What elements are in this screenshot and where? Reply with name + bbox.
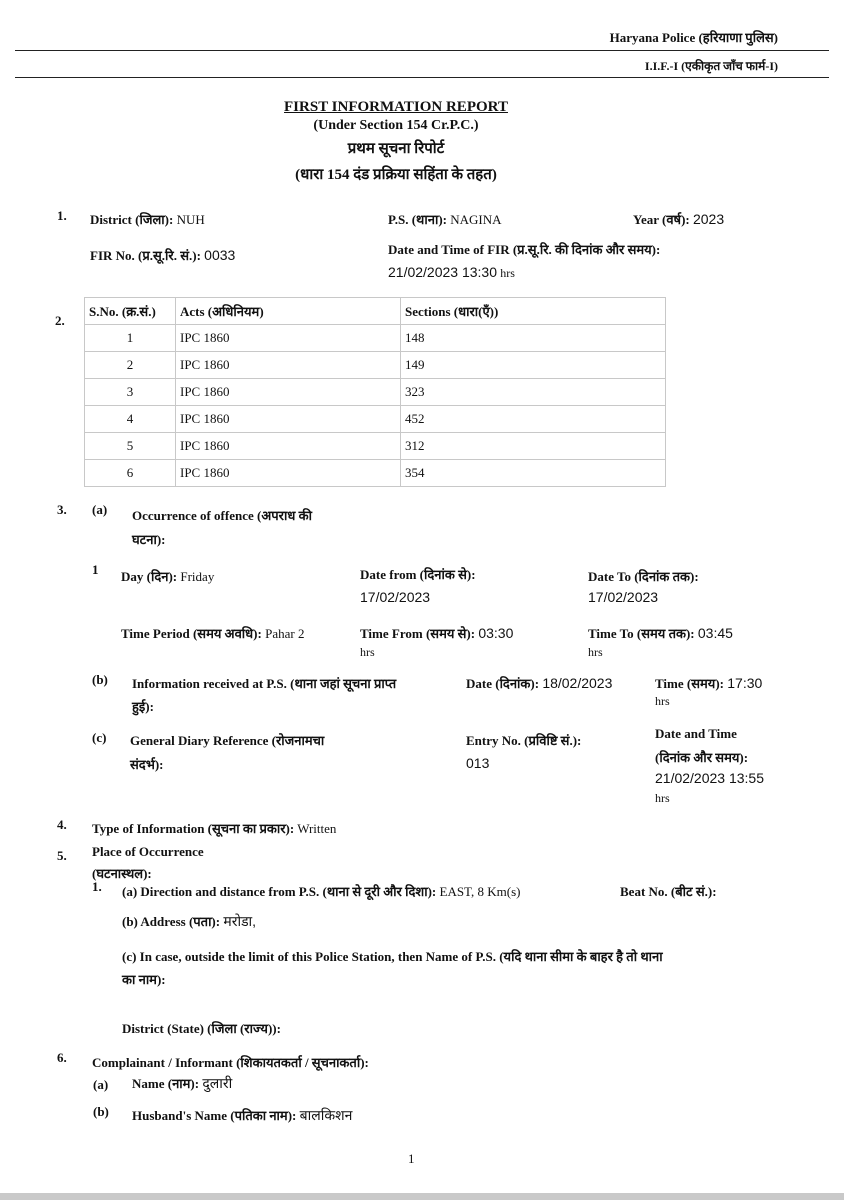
place-label: Place of Occurrence	[92, 844, 204, 859]
district-field	[90, 210, 205, 228]
sub-number: 1	[92, 562, 99, 577]
ps-label: P.S. (थाना):	[388, 212, 447, 227]
cell-act: IPC 1860	[176, 433, 401, 460]
fir-label: FIR No. (प्र.सू.रि. सं.):	[90, 248, 201, 263]
cell-section: 149	[401, 352, 666, 379]
fir-field	[90, 246, 235, 264]
table-row	[85, 433, 666, 460]
address-value: मरोडा,	[223, 913, 257, 929]
year-label: Year (वर्ष):	[633, 212, 690, 227]
cell-sno: 5	[85, 433, 176, 460]
time-to-field	[588, 624, 733, 642]
hrs-unit: hrs	[360, 645, 375, 659]
table-header-row	[85, 298, 666, 325]
section-number: 5.	[57, 848, 67, 863]
direction-value: EAST, 8 Km(s)	[439, 884, 521, 899]
day-label: Day (दिन):	[121, 569, 178, 584]
table-row	[85, 352, 666, 379]
outside-ps-label: (c) In case, outside the limit of this Police Station, then Name of P.S. (यदि थाना सीमा के बाहर है तो थाना	[122, 949, 663, 964]
report-subtitle: (Under Section 154 Cr.P.C.)	[313, 118, 479, 133]
cell-sno: 3	[85, 379, 176, 406]
address-field	[122, 912, 256, 931]
ps-field	[388, 210, 502, 228]
col-header-acts: Acts (अधिनियम)	[176, 298, 401, 325]
col-header-sno: S.No. (क्र.सं.)	[85, 298, 176, 325]
info-date-field	[466, 674, 612, 692]
name-field	[132, 1074, 232, 1093]
time-period-field	[121, 624, 304, 642]
name-label: Name (नाम):	[132, 1076, 200, 1091]
info-date-value: 18/02/2023	[542, 675, 613, 691]
day-field	[121, 567, 214, 585]
time-from-field	[360, 624, 513, 642]
form-name: I.I.F.-I (एकीकृत जाँच फार्म-I)	[644, 59, 778, 73]
info-received-label-cont: हुई):	[132, 699, 154, 714]
info-time-field	[655, 674, 762, 692]
occurrence-label-cont: घटना):	[132, 532, 166, 547]
report-title: FIRST INFORMATION REPORT	[284, 99, 508, 115]
complainant-label: Complainant / Informant (शिकायतकर्ता / सूचनाकर्ता):	[92, 1055, 369, 1070]
entry-no-label: Entry No. (प्रविष्टि सं.):	[466, 733, 582, 748]
gd-reference-label: General Diary Reference (रोजनामचा	[130, 733, 325, 748]
table-row	[85, 406, 666, 433]
cell-act: IPC 1860	[176, 460, 401, 487]
page-bottom-edge	[0, 1193, 844, 1200]
cell-act: IPC 1860	[176, 406, 401, 433]
table-row	[85, 460, 666, 487]
district-value: NUH	[176, 212, 205, 227]
fir-value: 0033	[204, 247, 236, 263]
cell-section: 354	[401, 460, 666, 487]
info-type-label: Type of Information (सूचना का प्रकार):	[92, 821, 295, 836]
hrs-unit: hrs	[588, 645, 603, 659]
time-period-label: Time Period (समय अवधि):	[121, 626, 262, 641]
sub-label-b: (b)	[92, 672, 108, 687]
address-label: (b) Address (पता):	[122, 914, 221, 929]
gd-datetime-label: Date and Time	[655, 726, 737, 741]
info-time-value: 17:30	[727, 675, 763, 691]
section-number: 3.	[57, 502, 67, 517]
time-to-label: Time To (समय तक):	[588, 626, 695, 641]
time-from-value: 03:30	[478, 625, 514, 641]
date-from-value: 17/02/2023	[360, 589, 431, 605]
cell-sno: 2	[85, 352, 176, 379]
entry-no-value: 013	[466, 755, 490, 771]
cell-act: IPC 1860	[176, 379, 401, 406]
table-row	[85, 379, 666, 406]
name-value: दुलारी	[202, 1075, 233, 1091]
cell-section: 312	[401, 433, 666, 460]
section-number: 1.	[57, 208, 67, 223]
occurrence-label: Occurrence of offence (अपराध की	[132, 508, 312, 523]
hrs-unit: hrs	[655, 694, 670, 708]
date-to-label: Date To (दिनांक तक):	[588, 569, 699, 584]
husband-name-label: Husband's Name (पतिका नाम):	[132, 1108, 297, 1123]
place-label-cont: (घटनास्थल):	[92, 866, 152, 881]
day-value: Friday	[180, 569, 215, 584]
outside-ps-label-cont: का नाम):	[122, 972, 166, 987]
sub-label-b: (b)	[93, 1104, 109, 1119]
cell-sno: 1	[85, 325, 176, 352]
cell-section: 148	[401, 325, 666, 352]
fir-datetime-label: Date and Time of FIR (प्र.सू.रि. की दिनांक और समय):	[388, 242, 661, 257]
table-row	[85, 325, 666, 352]
cell-section: 452	[401, 406, 666, 433]
cell-act: IPC 1860	[176, 325, 401, 352]
sub-label-c: (c)	[92, 730, 107, 745]
header-divider	[15, 50, 829, 51]
husband-name-value: बालकिशन	[299, 1107, 353, 1123]
gd-reference-label-cont: संदर्भ):	[130, 757, 164, 772]
district-state-label: District (State) (जिला (राज्य)):	[122, 1021, 281, 1036]
section-number: 6.	[57, 1050, 67, 1065]
fir-datetime-value: 21/02/2023 13:30	[388, 264, 497, 280]
gd-datetime-label-cont: (दिनांक और समय):	[655, 750, 749, 765]
direction-field	[122, 882, 521, 900]
section-number: 2.	[55, 313, 65, 328]
cell-sno: 4	[85, 406, 176, 433]
time-from-label: Time From (समय से):	[360, 626, 476, 641]
header-divider-2	[15, 77, 829, 78]
cell-act: IPC 1860	[176, 352, 401, 379]
cell-sno: 6	[85, 460, 176, 487]
time-period-value: Pahar 2	[265, 626, 305, 641]
info-date-label: Date (दिनांक):	[466, 676, 540, 691]
cell-section: 323	[401, 379, 666, 406]
col-header-sections: Sections (धारा(एँ))	[401, 298, 666, 325]
report-title-hindi: प्रथम सूचना रिपोर्ट	[347, 141, 445, 157]
section-number: 4.	[57, 817, 67, 832]
year-field	[633, 210, 724, 228]
info-type-value: Written	[297, 821, 337, 836]
husband-name-field	[132, 1106, 352, 1125]
time-to-value: 03:45	[697, 625, 733, 641]
org-name: Haryana Police (हरियाणा पुलिस)	[609, 30, 778, 45]
sub-number: 1.	[92, 879, 102, 894]
gd-datetime-value: 21/02/2023 13:55	[655, 770, 764, 786]
acts-table	[84, 297, 666, 487]
fir-datetime-field	[388, 264, 515, 281]
direction-label: (a) Direction and distance from P.S. (थाना से दूरी और दिशा):	[122, 884, 437, 899]
year-value: 2023	[692, 211, 725, 227]
report-subtitle-hindi: (धारा 154 दंड प्रक्रिया सहिंता के तहत)	[295, 167, 497, 183]
district-label: District (जिला):	[90, 212, 174, 227]
hrs-unit: hrs	[655, 791, 670, 805]
sub-label-a: (a)	[92, 502, 108, 517]
info-received-label: Information received at P.S. (थाना जहां सूचना प्राप्त	[132, 676, 397, 691]
info-time-label: Time (समय):	[655, 676, 724, 691]
date-to-value: 17/02/2023	[588, 589, 659, 605]
sub-label-a: (a)	[93, 1077, 109, 1092]
date-from-label: Date from (दिनांक से):	[360, 567, 476, 582]
info-type-field	[92, 819, 336, 837]
hrs-unit: hrs	[500, 266, 515, 280]
page-number: 1	[408, 1151, 415, 1166]
ps-value: NAGINA	[450, 212, 502, 227]
beat-no-label: Beat No. (बीट सं.):	[620, 884, 717, 899]
